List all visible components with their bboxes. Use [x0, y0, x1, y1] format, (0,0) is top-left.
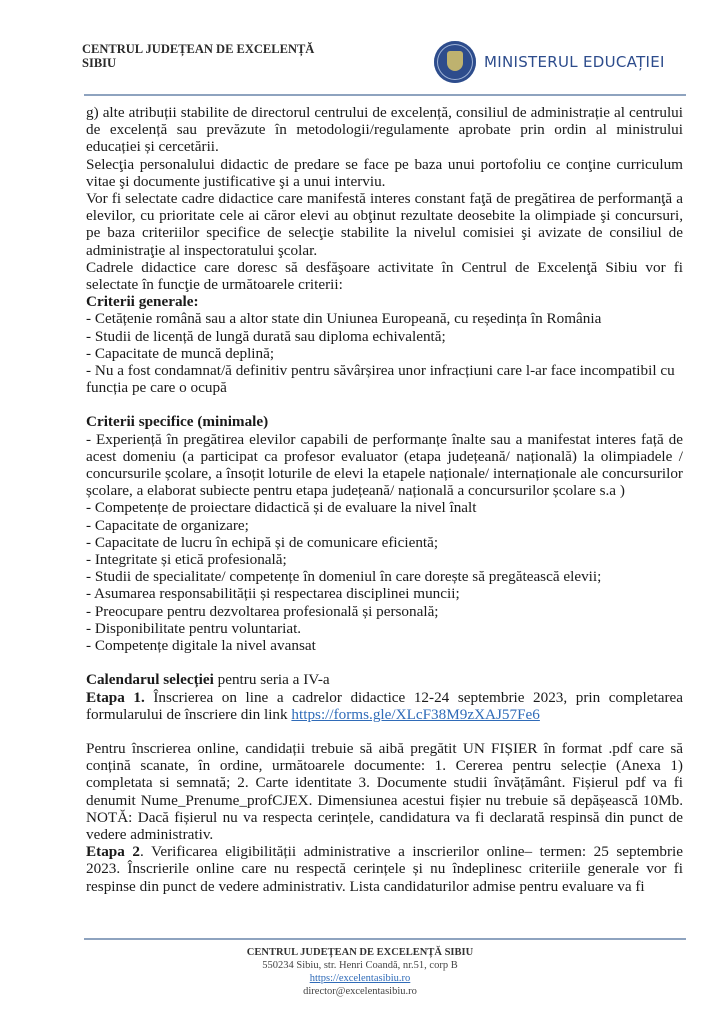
- spacer: [86, 723, 683, 740]
- footer-website-link[interactable]: https://excelentasibiu.ro: [309, 973, 411, 984]
- list-item: - Asumarea responsabilității și respectarea disciplinei muncii;: [86, 585, 460, 603]
- etapa2-paragraph: [86, 843, 683, 895]
- institution-title-line1: CENTRUL JUDEȚEAN DE EXCELENȚĂ: [82, 42, 315, 56]
- list-item: - Studii de specialitate/ competențe în domeniul în care dorește să pregătească elevii;: [86, 568, 602, 586]
- specific-criteria-heading: Criterii specifice (minimale): [86, 413, 269, 431]
- etapa1-text: Înscrierea on line a cadrelor didactice 12-24 septembrie 2023, prin completarea formularului de înscriere din link: [86, 688, 683, 723]
- list-item: - Disponibilitate pentru voluntariat.: [86, 619, 302, 637]
- government-crest-icon: [434, 41, 476, 83]
- footer-divider: [84, 938, 686, 940]
- list-item: - Competențe de proiectare didactică și de evaluare la nivel înalt: [86, 499, 477, 517]
- list-item: - Capacitate de muncă deplină;: [86, 344, 275, 362]
- list-item: - Nu a fost condamnat/ă definitiv pentru săvârșirea unor infracțiuni care l-ar face incompatibil cu funcția pe care o ocupă: [86, 362, 675, 397]
- footer-email: director@excelentasibiu.ro: [303, 986, 417, 997]
- spacer: [86, 396, 683, 413]
- list-item: - Preocupare pentru dezvoltarea profesională și personală;: [86, 602, 439, 620]
- calendar-heading-bold: Calendarul selecției: [86, 671, 214, 689]
- ministry-logo: [434, 40, 665, 84]
- list-item: - Studii de licență de lungă durată sau diploma echivalentă;: [86, 327, 446, 345]
- page-footer: [200, 946, 520, 998]
- etapa2-text: . Verificarea eligibilității administrative a inscrierilor online– termen: 25 septembrie 2023. Înscrierile online care nu respectă cerințele și nu îndeplinesc criteriile generale vor fi respinse din punct de vedere administrativ. Lista candidaturilor admise pentru evaluare va fi: [86, 843, 683, 895]
- list-item: - Experiență în pregătirea elevilor capabili de performanțe înalte sau a manifestat interes față de acest domeniu (a participat ca profesor evaluator (etapa județeană/ națională) la olimpiadele / concursurile școlare, a însoțit loturile de elevi la etapele naționale/ internaționale ale concursurilor școlare, a elaborat subiecte pentru etapa județeană/ națională a concursurilor școlare s.a ): [86, 430, 683, 500]
- institution-title: [82, 42, 314, 70]
- ministry-name: MINISTERUL EDUCAȚIEI: [484, 53, 665, 71]
- etapa2-label: Etapa 2: [86, 843, 140, 861]
- paragraph-selection-basis: Selecţia personalului didactic de predare se face pe baza unui portofoliu ce conţine curriculum vitae şi documente justificative şi a unui interviu.: [86, 155, 683, 190]
- general-criteria-heading: Criterii generale:: [86, 293, 199, 311]
- institution-title-line2: SIBIU: [82, 56, 117, 70]
- list-item: - Competențe digitale la nivel avansat: [86, 637, 316, 655]
- footer-address: 550234 Sibiu, str. Henri Coandă, nr.51, corp B: [262, 960, 458, 971]
- etapa1-label: Etapa 1.: [86, 688, 145, 706]
- document-body: [86, 104, 683, 895]
- calendar-heading-rest: pentru seria a IV-a: [213, 671, 330, 689]
- etapa1-paragraph: [86, 689, 683, 723]
- spacer: [86, 654, 683, 671]
- footer-title: CENTRUL JUDEȚEAN DE EXCELENȚĂ SIBIU: [246, 947, 474, 958]
- list-item: - Capacitate de organizare;: [86, 516, 249, 534]
- paragraph-selected-teachers: Vor fi selectate cadre didactice care manifestă interes constant faţă de pregătirea de performanţă a elevilor, cu prioritate cele ai căror elevi au obţinut rezultate deosebite la olimpiade şi concursuri, pe baza criteriilor specifice de selecţie stabilite la nivelul comisiei şi avizate de consiliul de administraţie al inspectoratului şcolar.: [86, 190, 683, 259]
- online-registration-note: Pentru înscrierea online, candidații trebuie să aibă pregătit UN FIȘIER în format .pdf care să conțină scanate, în ordine, următoarele documente: 1. Cererea pentru selecție (Anexa 1) completata si semnată; 2. Carte identitate 3. Documente studii învățământ. Fișierul pdf va fi denumit Nume_Prenume_profCJEX. Dimensiunea acestui fișier nu trebuie să depășească 10Mb. NOTĂ: Dacă fișierul nu va respecta cerințele, candidatura va fi declarată respinsă din punct de vedere administrativ.: [86, 739, 683, 843]
- page-header: [82, 40, 682, 88]
- calendar-heading: [86, 671, 683, 688]
- list-item: - Integritate și etică profesională;: [86, 551, 287, 569]
- header-divider: [84, 94, 686, 96]
- paragraph-attributions: g) alte atribuții stabilite de directorul centrului de excelență, consiliul de administrație al centrului de excelență sau prevăzute în metodologii/regulamente aprobate prin ordin al ministrului educației și cercetării.: [86, 104, 683, 156]
- list-item: - Capacitate de lucru în echipă și de comunicare eficientă;: [86, 533, 439, 551]
- registration-form-link[interactable]: https://forms.gle/XLcF38M9zXAJ57Fe6: [291, 705, 540, 723]
- list-item: - Cetățenie română sau a altor state din Uniunea Europeană, cu reședința în România: [86, 310, 602, 328]
- paragraph-criteria-intro: Cadrele didactice care doresc să desfăşoare activitate în Centrul de Excelenţă Sibiu vor fi selectate în funcţie de următoarele criterii:: [86, 258, 683, 294]
